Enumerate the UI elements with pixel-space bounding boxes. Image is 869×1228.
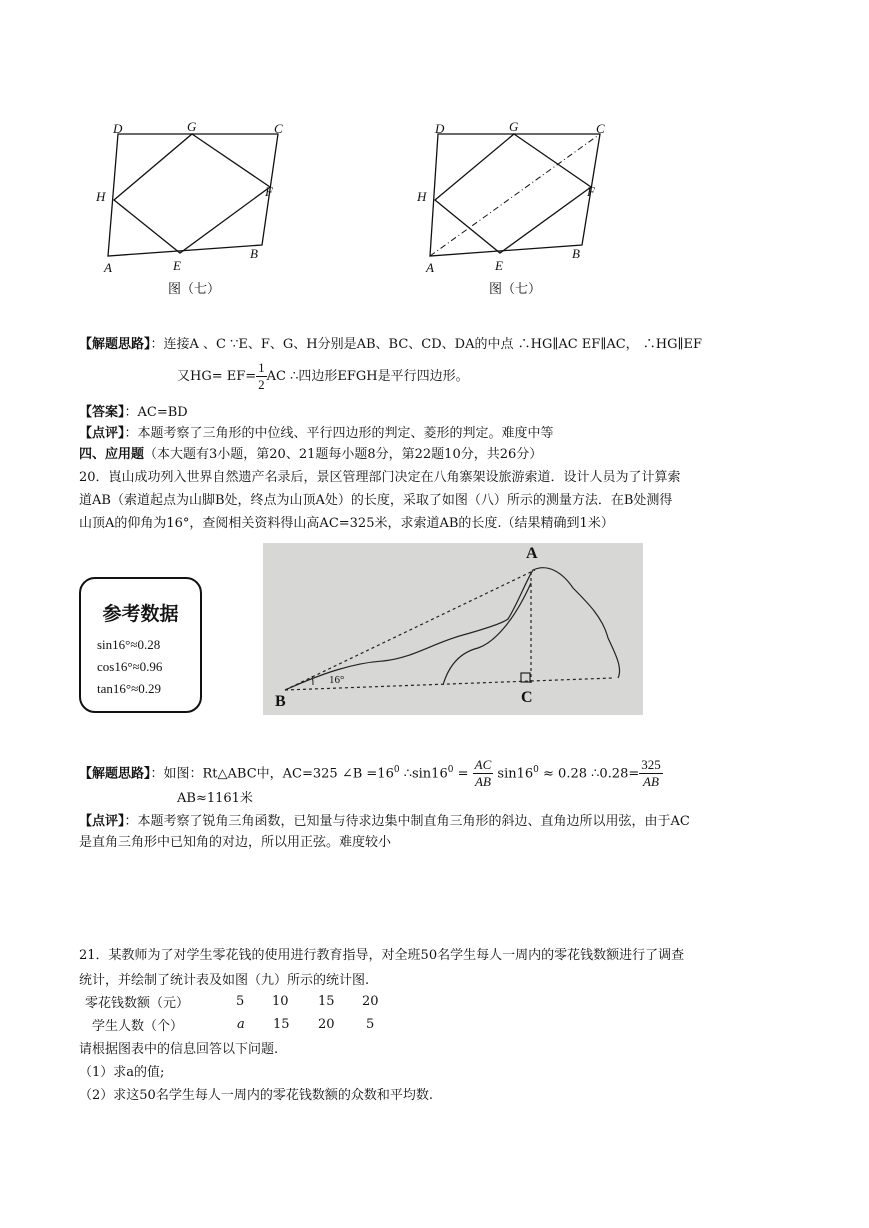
- q19-thinking-line2: [177, 360, 469, 393]
- fraction-one-half: [256, 360, 267, 393]
- photo-label-A: A: [526, 545, 538, 562]
- label-D: D: [435, 121, 445, 136]
- q21-line3: 请根据图表中的信息回答以下问题.: [79, 1042, 279, 1057]
- comment-text: ：本题考察了三角形的中位线、平行四边形的判定、菱形的判定。难度中等: [124, 426, 554, 441]
- label-C: C: [274, 121, 283, 136]
- numerator: 325: [641, 757, 661, 773]
- table-cell: 5: [236, 994, 245, 1009]
- numerator: AC: [474, 757, 492, 773]
- q20-line3: 山顶A的仰角为16°，查阅相关资料得山高AC=325米，求索道AB的长度.（结果精确到1米）: [79, 516, 614, 531]
- degree-sup: 0: [447, 765, 454, 775]
- thinking-text: 又HG= EF=: [177, 369, 257, 384]
- tag-thinking: 【解题思路】: [79, 766, 151, 782]
- q20-comment2: 是直角三角形中已知角的对边，所以用正弦。难度较小: [79, 835, 392, 850]
- q19-thinking-line1: [79, 335, 702, 355]
- label-C: C: [596, 121, 605, 136]
- thinking-text: sin16: [493, 766, 534, 782]
- label-H: H: [417, 189, 427, 204]
- denominator: AB: [475, 774, 491, 790]
- thinking-text: ≈ 0.28 ∴0.28=: [538, 766, 640, 782]
- photo-label-B: B: [275, 693, 286, 710]
- label-B: B: [250, 246, 258, 261]
- fraction-325-ab: [639, 757, 663, 790]
- table-cell: 20: [318, 1017, 335, 1032]
- comment-text: ：本题考察了锐角三角函数，已知量与待求边集中制直角三角形的斜边、直角边所以用弦，由于AC: [124, 814, 690, 829]
- label-G: G: [187, 119, 197, 134]
- numerator: 1: [258, 360, 265, 375]
- tag-answer: 【答案】: [79, 405, 125, 420]
- table-cell: a: [237, 1017, 245, 1032]
- photo-label-C: C: [521, 689, 533, 706]
- table-cell: 10: [272, 994, 289, 1009]
- q20-comment1: [79, 812, 690, 832]
- q19-comment: [79, 424, 554, 444]
- q20-line2: 道AB（索道起点为山脚B处，终点为山顶A处）的长度，采取了如图（八）所示的测量方法．在B处测得: [79, 493, 673, 508]
- figure-caption: 图（七）: [168, 282, 221, 297]
- figure-8-photo: [263, 543, 643, 715]
- figure-7-right: [410, 115, 640, 295]
- table-cell: 5: [366, 1017, 375, 1032]
- table-head: 零花钱数额（元）: [85, 996, 190, 1011]
- q21-sub1: （1）求a的值;: [79, 1065, 165, 1080]
- section-title: 四、应用题: [79, 447, 145, 462]
- q20-result: AB≈1161米: [177, 791, 253, 806]
- q19-answer: [79, 403, 188, 423]
- reference-row: tan16°≈0.29: [97, 681, 161, 696]
- table-cell: 20: [362, 994, 379, 1009]
- thinking-text: ∴sin16: [399, 766, 448, 782]
- thinking-text: ：连接A 、C ∵E、F、G、H分别是AB、BC、CD、DA的中点 ∴HG∥AC EF∥AC， ∴HG∥EF: [150, 337, 703, 352]
- reference-title: 参考数据: [102, 603, 179, 625]
- label-G: G: [509, 119, 519, 134]
- table-row-amount: [85, 994, 189, 1014]
- degree-sup: 0: [533, 765, 539, 775]
- label-E: E: [173, 258, 181, 273]
- thinking-text: ：如图：Rt△ABC中，AC=325 ∠B =16: [150, 766, 394, 782]
- figure-caption: 图（七）: [489, 282, 542, 297]
- q21-sub2: （2）求这50名学生每人一周内的零花钱数额的众数和平均数.: [79, 1088, 433, 1103]
- fraction-ac-ab: [473, 757, 494, 790]
- degree-sup: 0: [393, 765, 400, 775]
- table-head: 学生人数（个）: [92, 1019, 184, 1034]
- label-A: A: [426, 260, 434, 275]
- reference-row: sin16°≈0.28: [97, 637, 161, 652]
- tag-comment: 【点评】: [79, 426, 125, 441]
- figure-7-left: [90, 115, 320, 295]
- tag-thinking: 【解题思路】: [79, 337, 151, 352]
- q21-line2: 统计，并绘制了统计表及如图（九）所示的统计图.: [79, 973, 370, 988]
- reference-row: cos16°≈0.96: [97, 659, 163, 674]
- thinking-text: =: [453, 766, 473, 782]
- reference-data-box: [79, 577, 202, 713]
- q20-thinking: [79, 753, 663, 791]
- thinking-text: AC ∴四边形EFGH是平行四边形。: [266, 369, 469, 384]
- label-B: B: [572, 246, 580, 261]
- tag-comment: 【点评】: [79, 814, 125, 829]
- denominator: 2: [258, 377, 265, 392]
- label-E: E: [495, 258, 503, 273]
- label-A: A: [104, 260, 112, 275]
- q21-line1: 21．某教师为了对学生零花钱的使用进行教育指导，对全班50名学生每人一周内的零花钱数额进行了调查: [79, 948, 685, 963]
- table-cell: 15: [273, 1017, 290, 1032]
- label-D: D: [113, 121, 123, 136]
- answer-text: ：AC=BD: [124, 405, 188, 420]
- photo-angle-label: 16°: [329, 674, 345, 686]
- label-F: F: [265, 184, 273, 199]
- section-heading: [79, 445, 542, 465]
- label-F: F: [587, 184, 595, 199]
- section-note: （本大题有3小题，第20、21题每小题8分，第22题10分，共26分）: [144, 447, 543, 462]
- q20-line1: 20．崀山成功列入世界自然遗产名录后，景区管理部门决定在八角寨架设旅游索道．设计人员为了计算索: [79, 470, 681, 485]
- table-row-students: [92, 1017, 183, 1037]
- label-H: H: [96, 189, 106, 204]
- denominator: AB: [643, 774, 659, 790]
- table-cell: 15: [318, 994, 335, 1009]
